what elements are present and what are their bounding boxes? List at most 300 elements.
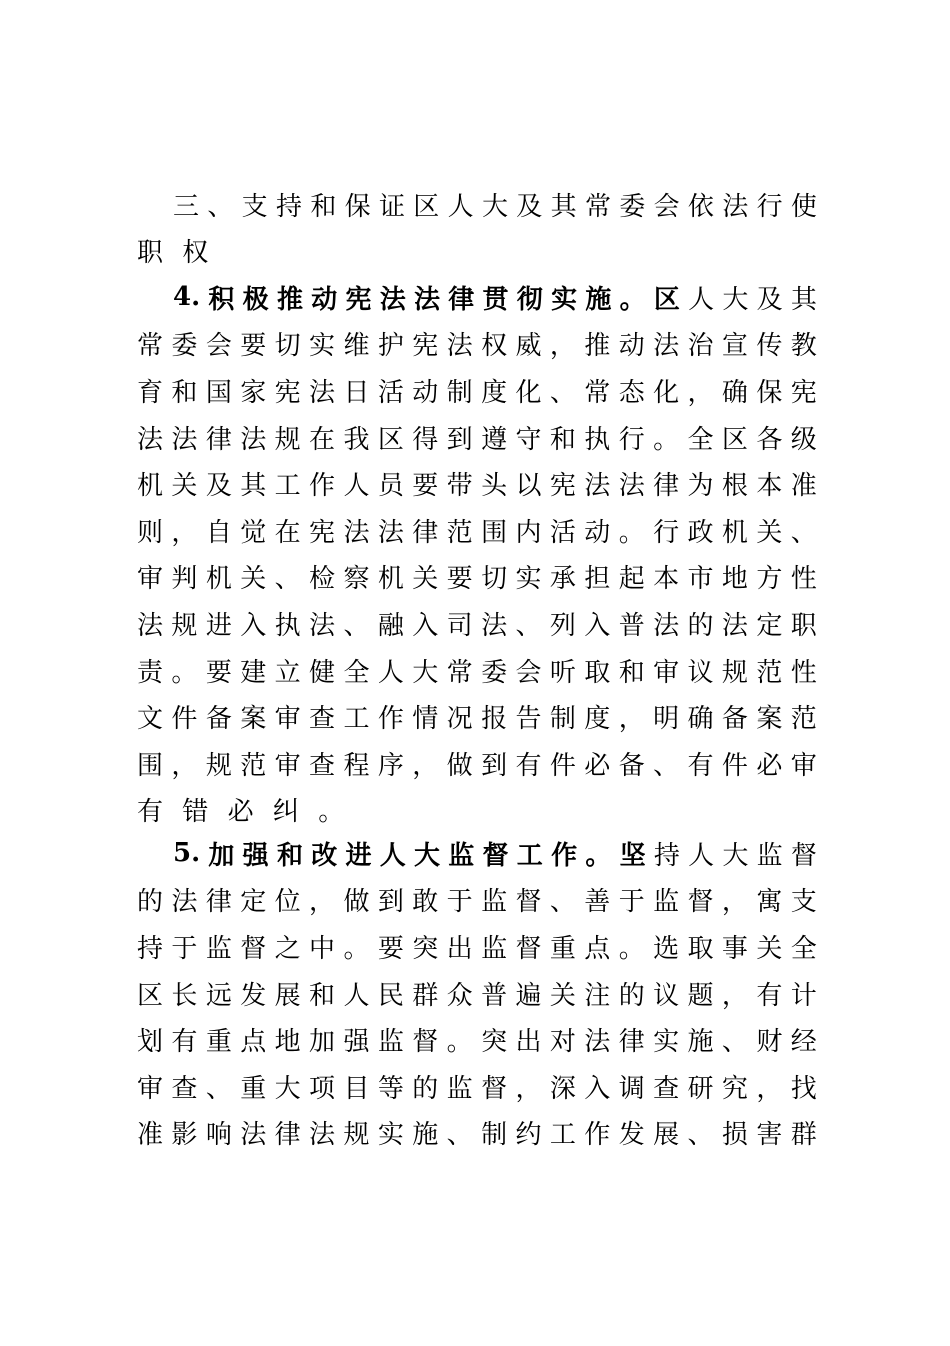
glyph: 督 (481, 1073, 508, 1104)
glyph: ， (721, 887, 748, 918)
section-heading (137, 181, 817, 274)
glyph: 常 (137, 331, 164, 362)
glyph: 法 (240, 424, 267, 455)
glyph: 入 (240, 610, 267, 641)
glyph: 遍 (515, 980, 542, 1011)
glyph: 题 (687, 980, 714, 1011)
glyph: 影 (171, 1120, 198, 1151)
glyph: 件 (721, 750, 748, 781)
glyph: 为 (687, 471, 714, 502)
text-line (137, 321, 817, 368)
text-line (137, 970, 817, 1017)
glyph: 内 (515, 517, 542, 548)
glyph: 点 (584, 933, 611, 964)
glyph: ， (412, 750, 439, 781)
glyph: 。 (618, 517, 645, 548)
glyph: 约 (515, 1120, 542, 1151)
glyph: 况 (446, 704, 473, 735)
glyph: 全 (687, 424, 714, 455)
glyph: 宪 (345, 284, 372, 315)
text-line (137, 923, 817, 970)
glyph: 。 (653, 424, 680, 455)
glyph: 、 (549, 377, 576, 408)
glyph: 权 (481, 331, 508, 362)
glyph: 律 (653, 471, 680, 502)
glyph: 监 (481, 933, 508, 964)
text-line (137, 693, 817, 740)
glyph: 执 (274, 610, 301, 641)
glyph: 机 (205, 564, 232, 595)
glyph: 的 (687, 610, 714, 641)
glyph: 态 (618, 377, 645, 408)
glyph: 发 (618, 1120, 645, 1151)
glyph: 审 (274, 750, 301, 781)
glyph: 检 (309, 564, 336, 595)
glyph: 到 (377, 887, 404, 918)
text-line (137, 507, 817, 554)
glyph: 远 (205, 980, 232, 1011)
glyph: ， (721, 980, 748, 1011)
glyph: 彻 (516, 284, 543, 315)
glyph: 法 (343, 517, 370, 548)
glyph: 建 (240, 657, 267, 688)
text-line (137, 367, 817, 414)
glyph: 审 (653, 657, 680, 688)
glyph: 切 (481, 564, 508, 595)
glyph: 损 (721, 1120, 748, 1151)
glyph: 察 (343, 564, 370, 595)
glyph: 调 (618, 1073, 645, 1104)
glyph: 动 (412, 377, 439, 408)
glyph: 纠 (272, 797, 299, 828)
glyph: 施 (687, 1027, 714, 1058)
glyph: 、 (687, 1120, 714, 1151)
glyph: 在 (274, 517, 301, 548)
glyph: 宪 (790, 377, 817, 408)
glyph: 作 (551, 840, 578, 871)
glyph: 法 (414, 284, 441, 315)
text-line (137, 787, 817, 834)
glyph: 区 (377, 424, 404, 455)
glyph: 发 (240, 980, 267, 1011)
glyph: 和 (276, 840, 303, 871)
glyph: 及 (756, 284, 783, 315)
glyph: 法 (309, 610, 336, 641)
text-line (137, 1016, 817, 1063)
glyph: 对 (549, 1027, 576, 1058)
glyph: 审 (274, 704, 301, 735)
glyph: 敢 (412, 887, 439, 918)
glyph: 中 (309, 933, 336, 964)
glyph: 深 (549, 1073, 576, 1104)
glyph: 人 (688, 840, 715, 871)
glyph: 大 (481, 191, 508, 222)
glyph: 市 (687, 564, 714, 595)
glyph: 普 (481, 980, 508, 1011)
glyph: 实 (653, 1027, 680, 1058)
glyph: 要 (377, 933, 404, 964)
glyph: 自 (205, 517, 232, 548)
glyph: 会 (653, 191, 680, 222)
glyph: 经 (790, 1027, 817, 1058)
glyph: 本 (653, 564, 680, 595)
glyph: 司 (446, 610, 473, 641)
glyph: 到 (446, 424, 473, 455)
glyph: 工 (274, 471, 301, 502)
glyph: 制 (446, 377, 473, 408)
glyph: 情 (412, 704, 439, 735)
glyph: 守 (515, 424, 542, 455)
glyph: 律 (448, 284, 475, 315)
glyph: 大 (722, 284, 749, 315)
glyph: 重 (549, 933, 576, 964)
glyph: 人 (688, 284, 715, 315)
glyph: 起 (618, 564, 645, 595)
glyph: 地 (274, 1027, 301, 1058)
glyph: 我 (343, 424, 370, 455)
glyph: 取 (584, 657, 611, 688)
text-line (137, 1063, 817, 1110)
glyph: 法 (377, 517, 404, 548)
glyph: 带 (446, 471, 473, 502)
glyph: 入 (412, 610, 439, 641)
glyph: 头 (481, 471, 508, 502)
glyph: 响 (205, 1120, 232, 1151)
glyph: 工 (516, 840, 543, 871)
glyph: 备 (618, 750, 645, 781)
glyph: 、 (446, 1120, 473, 1151)
glyph: 、 (653, 750, 680, 781)
glyph: 行 (653, 517, 680, 548)
glyph: 律 (205, 424, 232, 455)
glyph: 、 (549, 887, 576, 918)
glyph: 政 (687, 517, 714, 548)
glyph: 督 (482, 840, 509, 871)
glyph: 重 (240, 1073, 267, 1104)
glyph: 关 (756, 517, 783, 548)
glyph: 动 (311, 284, 338, 315)
text-line (137, 460, 817, 507)
glyph: 出 (446, 933, 473, 964)
glyph: 。 (171, 657, 198, 688)
glyph: 群 (412, 980, 439, 1011)
glyph: 持 (653, 840, 680, 871)
glyph: 和 (618, 657, 645, 688)
glyph: 人 (379, 840, 406, 871)
glyph: 寓 (756, 887, 783, 918)
glyph: 支 (241, 191, 268, 222)
glyph: 于 (618, 887, 645, 918)
glyph: 督 (687, 887, 714, 918)
glyph: 行 (756, 191, 783, 222)
glyph: 立 (274, 657, 301, 688)
glyph: 宪 (412, 331, 439, 362)
glyph: 准 (137, 1120, 164, 1151)
glyph: 家 (240, 377, 267, 408)
glyph: 程 (343, 750, 370, 781)
glyph: 围 (481, 517, 508, 548)
glyph: 及 (516, 191, 543, 222)
glyph: 施 (412, 1120, 439, 1151)
glyph: 其 (550, 191, 577, 222)
glyph: 、 (343, 610, 370, 641)
glyph: 强 (343, 1027, 370, 1058)
glyph: 规 (205, 750, 232, 781)
glyph: 依 (687, 191, 714, 222)
glyph: 点 (240, 1027, 267, 1058)
glyph: 加 (309, 1027, 336, 1058)
glyph: ， (687, 377, 714, 408)
glyph: 全 (343, 657, 370, 688)
glyph: 坚 (619, 840, 646, 871)
glyph: 等 (377, 1073, 404, 1104)
glyph: 财 (756, 1027, 783, 1058)
glyph: 听 (549, 657, 576, 688)
glyph: 之 (274, 933, 301, 964)
glyph: 长 (171, 980, 198, 1011)
glyph: 。 (343, 933, 370, 964)
glyph: 展 (653, 1120, 680, 1151)
glyph: 突 (481, 1027, 508, 1058)
glyph: 会 (205, 331, 232, 362)
glyph: 取 (687, 933, 714, 964)
glyph: 法 (171, 424, 198, 455)
glyph: 执 (584, 424, 611, 455)
glyph: 法 (722, 191, 749, 222)
glyph: 活 (549, 517, 576, 548)
glyph: 大 (722, 840, 749, 871)
glyph: 根 (721, 471, 748, 502)
glyph: 围 (137, 750, 164, 781)
glyph: 监 (756, 840, 783, 871)
paragraph-4 (137, 274, 817, 833)
glyph: 大 (412, 657, 439, 688)
glyph: 划 (137, 1027, 164, 1058)
glyph: 案 (240, 704, 267, 735)
glyph: 则 (137, 517, 164, 548)
glyph: 区 (653, 284, 680, 315)
glyph: 、 (205, 1073, 232, 1104)
glyph: 有 (171, 1027, 198, 1058)
glyph: 监 (205, 933, 232, 964)
glyph: 性 (790, 657, 817, 688)
glyph: 督 (412, 1027, 439, 1058)
glyph: 法 (584, 1027, 611, 1058)
glyph: 重 (205, 1027, 232, 1058)
glyph: 判 (171, 564, 198, 595)
text-line (137, 181, 817, 228)
glyph: 度 (584, 704, 611, 735)
glyph: 宪 (309, 517, 336, 548)
glyph: 研 (687, 1073, 714, 1104)
glyph: 承 (549, 564, 576, 595)
glyph: 必 (227, 797, 254, 828)
glyph: 其 (790, 284, 817, 315)
glyph: 到 (481, 750, 508, 781)
text-line (137, 228, 817, 275)
glyph: 律 (205, 887, 232, 918)
glyph: 国 (205, 377, 232, 408)
glyph: 审 (790, 750, 817, 781)
glyph: 常 (446, 657, 473, 688)
glyph: 序 (377, 750, 404, 781)
glyph: 督 (515, 887, 542, 918)
glyph: 委 (171, 331, 198, 362)
glyph: 要 (240, 331, 267, 362)
glyph: 职 (137, 238, 164, 269)
glyph: 督 (790, 840, 817, 871)
text-line (137, 414, 817, 461)
glyph: 法 (653, 610, 680, 641)
glyph: 融 (377, 610, 404, 641)
text-line (137, 554, 817, 601)
glyph: 各 (756, 424, 783, 455)
glyph: 担 (584, 564, 611, 595)
glyph: 改 (311, 840, 338, 871)
glyph: 文 (137, 704, 164, 735)
glyph: 作 (377, 704, 404, 735)
glyph: ， (309, 887, 336, 918)
glyph: 、 (274, 564, 301, 595)
glyph: 和 (310, 191, 337, 222)
text-line (137, 600, 817, 647)
glyph: 有 (137, 797, 164, 828)
glyph: 法 (379, 284, 406, 315)
glyph: 有 (515, 750, 542, 781)
glyph: 做 (446, 750, 473, 781)
glyph: 突 (412, 933, 439, 964)
glyph: 的 (412, 1073, 439, 1104)
glyph: 贯 (482, 284, 509, 315)
glyph: 定 (756, 610, 783, 641)
glyph: 范 (790, 704, 817, 735)
text-line (137, 830, 817, 877)
glyph: 本 (756, 471, 783, 502)
glyph: 的 (137, 887, 164, 918)
glyph: 展 (274, 980, 301, 1011)
glyph: 制 (549, 704, 576, 735)
glyph: 推 (276, 284, 303, 315)
glyph: 普 (618, 610, 645, 641)
glyph: 必 (584, 750, 611, 781)
glyph: 审 (137, 564, 164, 595)
glyph: 做 (343, 887, 370, 918)
glyph: 法 (137, 610, 164, 641)
glyph: 进 (205, 610, 232, 641)
glyph: 化 (653, 377, 680, 408)
paragraph-5 (137, 830, 817, 1156)
glyph: 动 (584, 517, 611, 548)
glyph: 要 (412, 471, 439, 502)
glyph: 关 (171, 471, 198, 502)
glyph: ， (549, 331, 576, 362)
glyph: 、 (207, 191, 234, 222)
glyph: 律 (618, 1027, 645, 1058)
glyph: 事 (721, 933, 748, 964)
glyph: 实 (377, 1120, 404, 1151)
glyph: 监 (446, 1073, 473, 1104)
glyph: 关 (240, 564, 267, 595)
glyph: 计 (790, 980, 817, 1011)
text-line (137, 1110, 817, 1157)
text-line (137, 877, 817, 924)
glyph: 有 (756, 980, 783, 1011)
glyph: 。 (446, 1027, 473, 1058)
glyph: ， (515, 1073, 542, 1104)
text-line (137, 647, 817, 694)
glyph: 级 (790, 424, 817, 455)
glyph: 查 (653, 1073, 680, 1104)
glyph: 查 (309, 750, 336, 781)
glyph: 工 (343, 704, 370, 735)
glyph: 害 (756, 1120, 783, 1151)
glyph: 大 (414, 840, 441, 871)
glyph: 宪 (274, 377, 301, 408)
glyph: 责 (137, 657, 164, 688)
glyph: 人 (447, 191, 474, 222)
glyph: 维 (343, 331, 370, 362)
glyph: 机 (137, 471, 164, 502)
glyph: 证 (378, 191, 405, 222)
glyph: 委 (619, 191, 646, 222)
glyph: 规 (343, 1120, 370, 1151)
glyph: 选 (653, 933, 680, 964)
glyph: 法 (653, 331, 680, 362)
glyph: 范 (756, 657, 783, 688)
glyph: 明 (653, 704, 680, 735)
glyph: 动 (618, 331, 645, 362)
glyph: 查 (309, 704, 336, 735)
glyph: 找 (790, 1073, 817, 1104)
glyph: 、 (790, 517, 817, 548)
glyph: 作 (309, 471, 336, 502)
glyph: 监 (448, 840, 475, 871)
glyph: 制 (481, 1120, 508, 1151)
glyph: 目 (343, 1073, 370, 1104)
glyph: 度 (481, 377, 508, 408)
glyph: 要 (205, 657, 232, 688)
glyph: 员 (377, 471, 404, 502)
glyph: 群 (790, 1120, 817, 1151)
glyph: 、 (721, 1027, 748, 1058)
glyph: 律 (274, 1120, 301, 1151)
glyph: 强 (242, 840, 269, 871)
glyph: 大 (274, 1073, 301, 1104)
glyph: 其 (240, 471, 267, 502)
glyph: 5. (173, 838, 201, 869)
glyph: 规 (721, 657, 748, 688)
glyph: 法 (309, 1120, 336, 1151)
glyph: 。 (585, 840, 612, 871)
glyph: 宪 (549, 471, 576, 502)
glyph: 觉 (240, 517, 267, 548)
glyph: 要 (446, 564, 473, 595)
glyph: 必 (756, 750, 783, 781)
glyph: 规 (171, 610, 198, 641)
glyph: 治 (687, 331, 714, 362)
glyph: 、 (515, 610, 542, 641)
glyph: 法 (171, 887, 198, 918)
glyph: 人 (377, 657, 404, 688)
glyph: 项 (309, 1073, 336, 1104)
glyph: 有 (687, 750, 714, 781)
glyph: 委 (481, 657, 508, 688)
glyph: 入 (584, 610, 611, 641)
glyph: 和 (309, 980, 336, 1011)
glyph: 督 (240, 933, 267, 964)
glyph: 作 (584, 1120, 611, 1151)
glyph: 规 (274, 424, 301, 455)
